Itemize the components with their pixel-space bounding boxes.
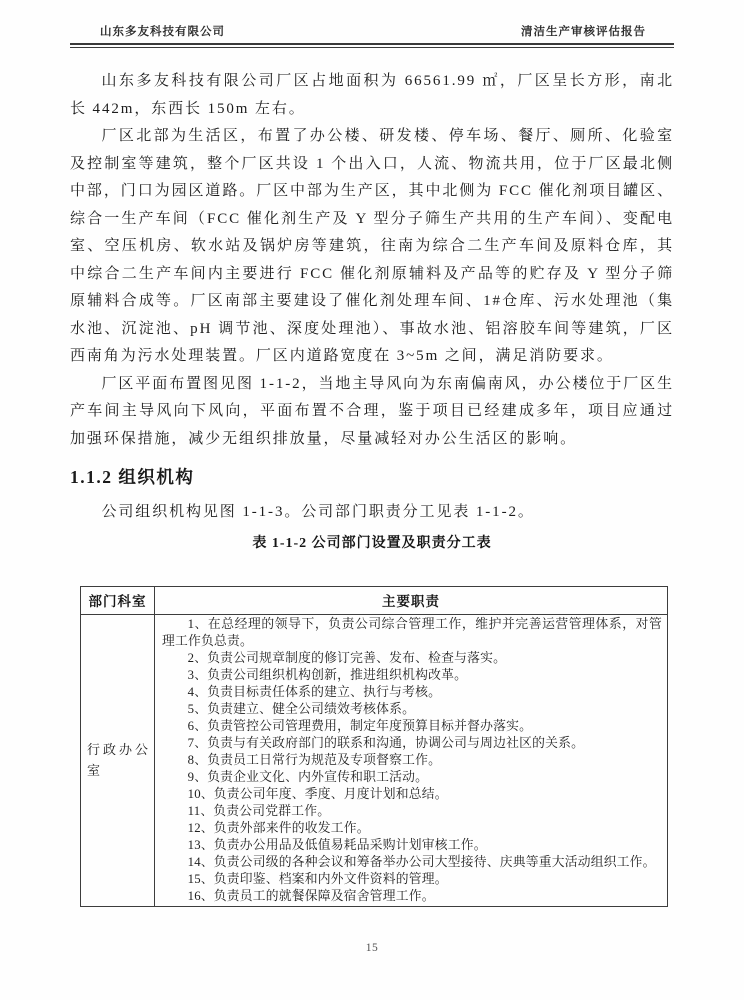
duty-item: 10、负责公司年度、季度、月度计划和总结。 bbox=[187, 786, 448, 801]
page-number: 15 bbox=[365, 942, 379, 954]
header-report-title: 清洁生产审核评估报告 bbox=[521, 26, 646, 38]
column-header-department: 部门科室 bbox=[81, 586, 155, 614]
duty-item: 4、负责目标责任体系的建立、执行与考核。 bbox=[187, 684, 442, 699]
duty-item: 14、负责公司级的各种会议和筹备举办公司大型接待、庆典等重大活动组织工作。 bbox=[187, 854, 656, 869]
column-header-duties: 主要职责 bbox=[155, 586, 668, 614]
duty-item: 15、负责印鉴、档案和内外文件资料的管理。 bbox=[187, 871, 448, 886]
duty-item: 13、负责办公用品及低值易耗品采购计划审核工作。 bbox=[187, 837, 487, 852]
duty-item: 7、负责与有关政府部门的联系和沟通，协调公司与周边社区的关系。 bbox=[187, 735, 585, 750]
table-header-row bbox=[81, 586, 668, 614]
header-company-name: 山东多友科技有限公司 bbox=[100, 26, 225, 38]
duty-item: 11、负责公司党群工作。 bbox=[187, 803, 331, 818]
paragraph-plant-layout: 厂区北部为生活区，布置了办公楼、研发楼、停车场、餐厅、厕所、化验室及控制室等建筑，整个厂区共设 1 个出入口，人流、物流共用，位于厂区最北侧中部，门口为园区道路。厂区中部为生产区，其中北侧为 FCC 催化剂项目罐区、综合一生产车间（FCC 催化剂生产及 Y 型分子筛生产共用的生产车间）、变配电室、空压机房、软水站及锅炉房等建筑，往南为综合二生产车间及原料仓库，其中综合二生产车间内主要进行 FCC 催化剂原辅料及产品等的贮存及 Y 型分子筛原辅料合成等。厂区南部主要建设了催化剂处理车间、1#仓库、污水处理池（集水池、沉淀池、pH 调节池、深度处理池）、事故水池、铝溶胶车间等建筑，厂区西南角为污水处理装置。厂区内道路宽度在 3~5m 之间，满足消防要求。 bbox=[70, 128, 674, 364]
table-caption: 表 1-1-2 公司部门设置及职责分工表 bbox=[252, 535, 492, 551]
duty-item: 3、负责公司组织机构创新，推进组织机构改革。 bbox=[187, 667, 468, 682]
duty-item: 5、负责建立、健全公司绩效考核体系。 bbox=[187, 701, 416, 716]
header-rule bbox=[70, 43, 674, 48]
department-duty-table bbox=[80, 586, 668, 907]
duty-item: 16、负责员工的就餐保障及宿舍管理工作。 bbox=[187, 888, 435, 903]
section-heading-1-1-2: 1.1.2 组织机构 bbox=[70, 467, 195, 487]
duty-item: 1、在总经理的领导下，负责公司综合管理工作，维护并完善运营管理体系，对管理工作负总责。 bbox=[162, 616, 662, 648]
department-name-cell: 行政办公室 bbox=[81, 614, 155, 906]
page-footer bbox=[0, 942, 744, 954]
duty-item: 9、负责企业文化、内外宣传和职工活动。 bbox=[187, 769, 429, 784]
paragraph-org-structure: 公司组织机构见图 1-1-3。公司部门职责分工见表 1-1-2。 bbox=[101, 504, 535, 520]
table-row-admin-office bbox=[81, 614, 668, 906]
page-header bbox=[70, 0, 674, 39]
duty-item: 8、负责员工日常行为规范及专项督察工作。 bbox=[187, 752, 442, 767]
paragraph-plant-area: 山东多友科技有限公司厂区占地面积为 66561.99 ㎡，厂区呈长方形，南北长 442m，东西长 150m 左右。 bbox=[70, 73, 674, 117]
duty-item: 2、负责公司规章制度的修订完善、发布、检查与落实。 bbox=[187, 650, 507, 665]
duty-item: 6、负责管控公司管理费用，制定年度预算目标并督办落实。 bbox=[187, 718, 533, 733]
duty-item: 12、负责外部来件的收发工作。 bbox=[187, 820, 370, 835]
duties-cell bbox=[155, 614, 668, 906]
paragraph-layout-evaluation: 厂区平面布置图见图 1-1-2，当地主导风向为东南偏南风，办公楼位于厂区生产车间主导风向下风向，平面布置不合理，鉴于项目已经建成多年，项目应通过加强环保措施，减少无组织排放量，尽量减轻对办公生活区的影响。 bbox=[70, 375, 674, 447]
